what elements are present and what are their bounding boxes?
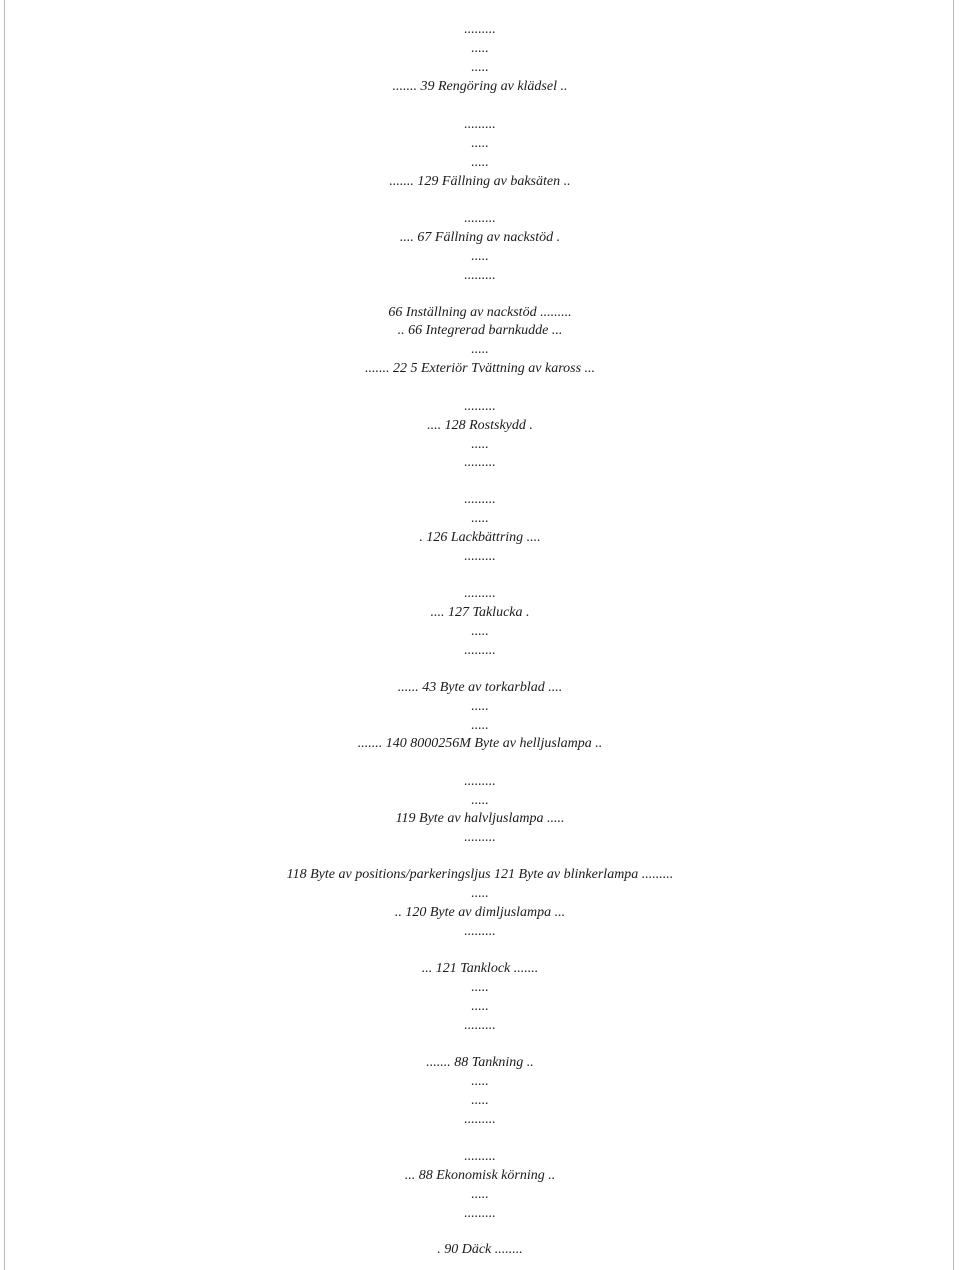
toc-line: .........	[464, 492, 496, 507]
toc-line: .........	[464, 549, 496, 564]
toc-line: .....	[471, 342, 489, 357]
toc-line: .........	[464, 211, 496, 226]
toc-line: .........	[464, 1206, 496, 1221]
toc-line: .....	[471, 1093, 489, 1108]
toc-line: .....	[471, 999, 489, 1014]
toc-line: .........	[464, 22, 496, 37]
toc-line: .....	[471, 624, 489, 639]
toc-line: .. 120 Byte av dimljuslampa ...	[394, 905, 566, 920]
toc-line: 119 Byte av halvljuslampa .....	[395, 811, 565, 826]
toc-line: .....	[471, 511, 489, 526]
toc-line: .. 66 Integrerad barnkudde ...	[397, 323, 563, 338]
toc-line: .........	[464, 830, 496, 845]
toc-line: .....	[471, 136, 489, 151]
toc-line: .........	[464, 1149, 496, 1164]
toc-line: .........	[464, 643, 496, 658]
toc-line: .........	[464, 117, 496, 132]
toc-line: .........	[464, 268, 496, 283]
toc-line: .....	[471, 437, 489, 452]
toc-line: .........	[464, 399, 496, 414]
toc-line: ....... 39 Rengöring av klädsel ..	[392, 79, 568, 94]
toc-line: .....	[471, 718, 489, 733]
toc-line: .........	[464, 586, 496, 601]
toc-line: .........	[464, 774, 496, 789]
toc-line: .........	[464, 924, 496, 939]
toc-line: ... 88 Ekonomisk körning ..	[404, 1168, 556, 1183]
toc-line: .....	[471, 1187, 489, 1202]
toc-line: .....	[471, 41, 489, 56]
toc-line: ...... 43 Byte av torkarblad ....	[397, 680, 563, 695]
toc-line: ....... 129 Fällning av baksäten ..	[389, 174, 571, 189]
toc-line: .....	[471, 980, 489, 995]
toc-line: .....	[471, 60, 489, 75]
toc-line: .....	[471, 886, 489, 901]
toc-line: 118 Byte av positions/parkeringsljus 121 Byte av blinkerlampa .........	[286, 867, 674, 882]
toc-line: ....... 88 Tankning ..	[426, 1055, 534, 1070]
toc-line: 66 Inställning av nackstöd .........	[388, 305, 572, 320]
toc-line: ....... 140 8000256M Byte av helljuslampa ..	[357, 736, 603, 751]
toc-line: . 90 Däck ........	[437, 1242, 523, 1257]
toc-line: .... 127 Taklucka .	[430, 605, 530, 620]
toc-line: .........	[464, 1018, 496, 1033]
toc-line: .... 67 Fällning av nackstöd .	[399, 230, 561, 245]
toc-line: .........	[464, 1112, 496, 1127]
toc-line: .....	[471, 249, 489, 264]
toc-line: .....	[471, 155, 489, 170]
toc-line: ....... 22 5 Exteriör Tvättning av kaross ...	[364, 361, 596, 376]
toc-line: .... 128 Rostskydd .	[427, 418, 533, 433]
toc-line: .........	[464, 455, 496, 470]
toc-line: ... 121 Tanklock .......	[421, 961, 539, 976]
toc-line: .....	[471, 793, 489, 808]
toc-line: .....	[471, 699, 489, 714]
toc-line: .....	[471, 1074, 489, 1089]
toc-line: . 126 Lackbättring ....	[419, 530, 541, 545]
